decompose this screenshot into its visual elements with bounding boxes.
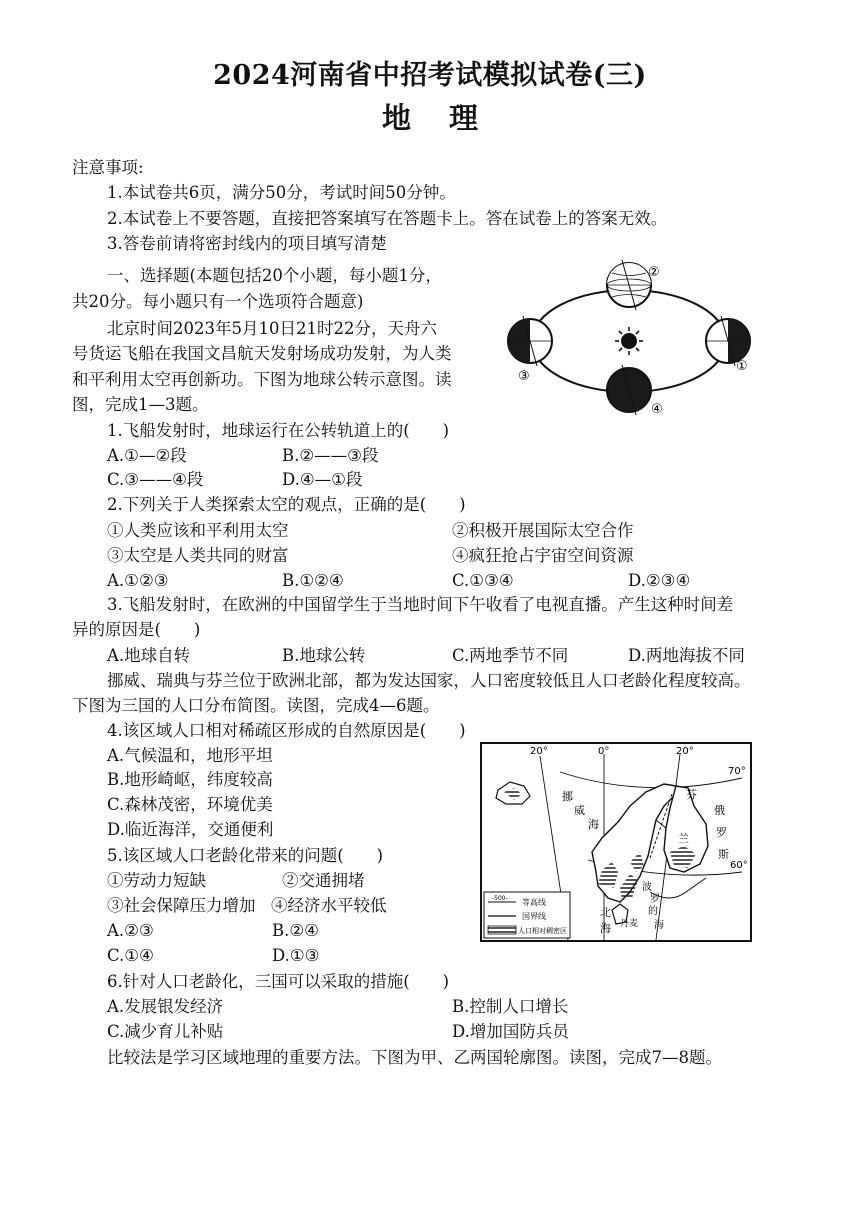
- q4-option-d: D.临近海洋，交通便利: [107, 820, 274, 839]
- q5-statement-1: ①劳动力短缺: [107, 871, 206, 890]
- q5-statement-2: ②交通拥堵: [282, 871, 365, 890]
- q2-statement-4: ④疯狂抢占宇宙空间资源: [452, 546, 634, 565]
- orbit-label-3: ③: [518, 369, 530, 384]
- q4-option-b: B.地形崎岖，纬度较高: [107, 770, 273, 789]
- orbit-label-4: ④: [651, 402, 663, 417]
- q6-option-d: D.增加国防兵员: [452, 1022, 569, 1041]
- q2-option-b: B.①②④: [282, 571, 344, 590]
- label-norway-1: 挪: [562, 790, 573, 803]
- q2-option-c: C.①③④: [452, 571, 514, 590]
- sun-icon: [615, 327, 643, 355]
- legend-contour-value: -500-: [492, 895, 508, 902]
- q6-option-b: B.控制人口增长: [452, 997, 569, 1016]
- label-baltic-1: 波: [642, 882, 652, 893]
- notice-item-2: 2.本试卷上不要答题，直接把答案填写在答题卡上。答在试卷上的答案无效。: [107, 209, 668, 228]
- lon-label-west: 20°: [530, 746, 548, 757]
- lat-label-70: 70°: [728, 766, 746, 777]
- q5-option-b: B.②④: [272, 921, 319, 940]
- q1-option-b: B.②——③段: [282, 446, 379, 465]
- q2-option-d: D.②③④: [628, 571, 691, 590]
- label-russia-1: 俄: [714, 804, 725, 817]
- q3-option-d: D.两地海拔不同: [628, 646, 745, 665]
- label-northsea-2: 海: [600, 922, 611, 935]
- q5-statement-3: ③社会保障压力增加: [107, 896, 256, 915]
- passage2-line2: 下图为三国的人口分布简图。读图，完成4—6题。: [72, 696, 440, 715]
- lon-label-zero: 0°: [598, 746, 610, 757]
- q5-option-a: A.②③: [107, 921, 154, 940]
- notice-item-1: 1.本试卷共6页，满分50分，考试时间50分钟。: [107, 183, 456, 202]
- q2-statement-1: ①人类应该和平利用太空: [107, 521, 289, 540]
- q4-option-a: A.气候温和，地形平坦: [107, 746, 273, 765]
- q2-statement-3: ③太空是人类共同的财富: [107, 546, 289, 565]
- passage1-line3: 和平利用太空再创新功。下图为地球公转示意图。读: [72, 370, 452, 389]
- q4-option-c: C.森林茂密，环境优美: [107, 795, 273, 814]
- legend-dense-area: 人口相对稠密区: [518, 927, 567, 935]
- scandinavia-population-map: [480, 742, 752, 942]
- q3-stem-line1: 3.飞船发射时，在欧洲的中国留学生于当地时间下午收看了电视直播。产生这种时间差: [107, 595, 734, 614]
- q1-option-d: D.④—①段: [282, 470, 363, 489]
- orbit-label-1: ①: [736, 359, 748, 374]
- label-russia-2: 罗: [716, 826, 727, 839]
- q6-option-c: C.减少育儿补贴: [107, 1022, 224, 1041]
- lat-label-60: 60°: [730, 860, 748, 871]
- lon-label-east: 20°: [676, 746, 694, 757]
- label-denmark: 丹麦: [620, 919, 639, 929]
- notice-item-3: 3.答卷前请将密封线内的项目填写清楚: [107, 234, 387, 253]
- q6-option-a: A.发展银发经济: [107, 997, 224, 1016]
- q2-option-a: A.①②③: [107, 571, 169, 590]
- label-baltic-4: 海: [654, 920, 664, 931]
- passage2-line1: 挪威、瑞典与芬兰位于欧洲北部，都为发达国家，人口密度较低且人口老龄化程度较高。: [107, 671, 751, 690]
- label-baltic-2: 罗: [650, 894, 660, 905]
- legend-contour: 等高线: [522, 898, 546, 907]
- exam-title: 2024河南省中招考试模拟试卷(三): [213, 60, 647, 91]
- map-legend: [484, 892, 570, 938]
- earth-globe-icon: [607, 365, 651, 415]
- label-sea-1: 海: [588, 818, 599, 831]
- label-finland-1: 芬: [686, 788, 697, 801]
- q1-stem: 1.飞船发射时，地球运行在公转轨道上的( ): [107, 421, 450, 440]
- q3-option-a: A.地球自转: [107, 646, 191, 665]
- label-baltic-3: 的: [648, 906, 658, 917]
- q3-stem-line2: 异的原因是( ): [72, 620, 201, 639]
- passage1-line2: 号货运飞船在我国文昌航天发射场成功发射，为人类: [72, 344, 452, 363]
- q3-option-c: C.两地季节不同: [452, 646, 569, 665]
- section-heading-line2: 共20分。每小题只有一个选项符合题意): [72, 292, 364, 311]
- legend-border: 国界线: [522, 912, 546, 921]
- q2-statement-2: ②积极开展国际太空合作: [452, 521, 634, 540]
- earth-globe-icon: [508, 316, 552, 366]
- subject-title: 地 理: [381, 101, 493, 135]
- q5-statement-4: ④经济水平较低: [271, 896, 387, 915]
- orbit-label-2: ②: [648, 265, 660, 280]
- label-norway-2: 威: [574, 804, 585, 817]
- q5-option-c: C.①④: [107, 946, 154, 965]
- label-finland-2: 兰: [678, 832, 689, 845]
- q4-stem: 4.该区域人口相对稀疏区形成的自然原因是( ): [107, 721, 466, 740]
- q1-option-a: A.①—②段: [107, 446, 187, 465]
- section-heading-line1: 一、选择题(本题包括20个小题，每小题1分，: [107, 266, 442, 285]
- q3-option-b: B.地球公转: [282, 646, 366, 665]
- passage1-line4: 图，完成1—3题。: [72, 395, 209, 414]
- earth-globe-icon: [607, 260, 651, 310]
- passage3-line1: 比较法是学习区域地理的重要方法。下图为甲、乙两国轮廓图。读图，完成7—8题。: [107, 1048, 722, 1067]
- q2-stem: 2.下列关于人类探索太空的观点，正确的是( ): [107, 495, 466, 514]
- notice-heading: 注意事项:: [72, 158, 144, 177]
- earth-orbit-figure: [500, 258, 770, 420]
- label-northsea-1: 北: [600, 906, 611, 919]
- passage1-line1: 北京时间2023年5月10日21时22分，天舟六: [107, 319, 437, 338]
- label-russia-3: 斯: [718, 848, 729, 861]
- q5-stem: 5.该区域人口老龄化带来的问题( ): [107, 846, 384, 865]
- q5-option-d: D.①③: [272, 946, 320, 965]
- q1-option-c: C.③——④段: [107, 470, 204, 489]
- q6-stem: 6.针对人口老龄化，三国可以采取的措施( ): [107, 972, 450, 991]
